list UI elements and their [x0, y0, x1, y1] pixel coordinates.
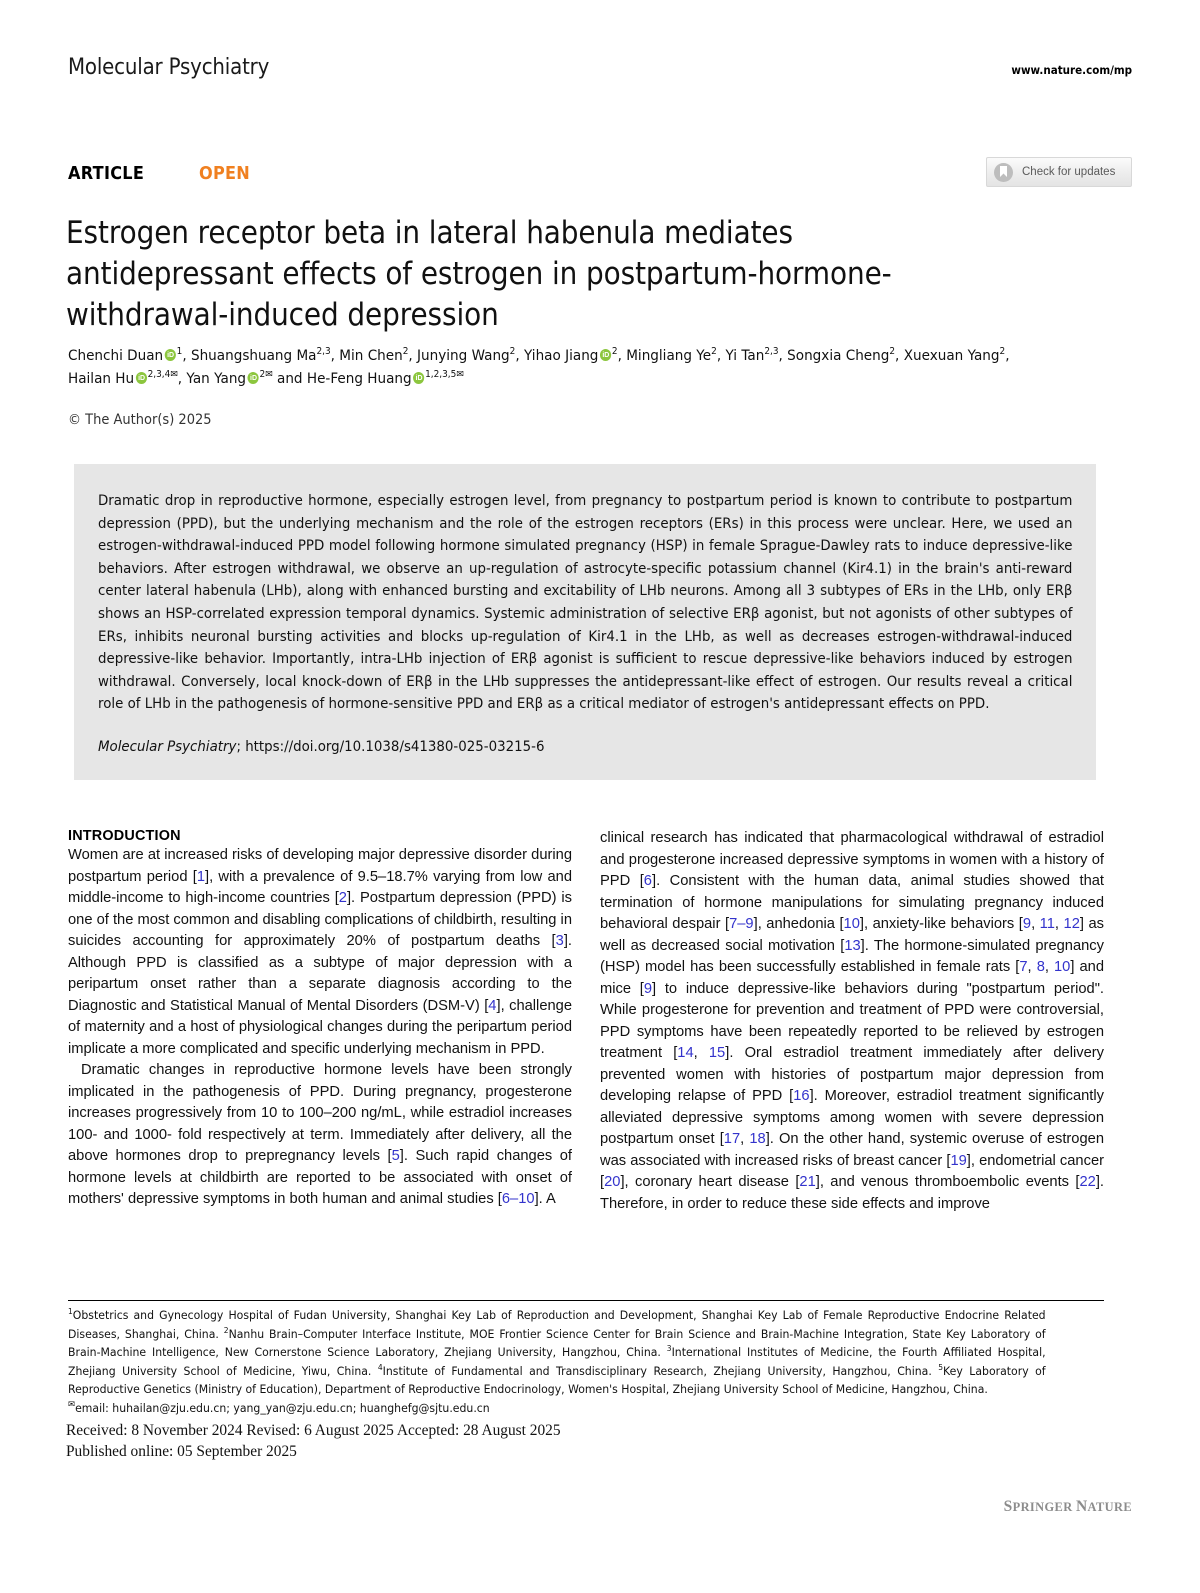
open-access-label: OPEN: [198, 164, 250, 184]
affiliation-marker: 1: [176, 346, 183, 358]
affiliation-text: International Institutes of Medicine, the Fourth Affiliated Hospital, Zhejiang University School of Medicine, Yiwu, China.: [68, 1345, 1046, 1378]
citation-link[interactable]: 13: [844, 937, 861, 954]
article-type-label: ARTICLE: [68, 164, 145, 184]
envelope-icon: ✉: [68, 1400, 76, 1411]
citation-link[interactable]: 12: [1063, 916, 1080, 932]
citation-link[interactable]: 6: [643, 873, 652, 889]
citation-link[interactable]: 16: [793, 1088, 810, 1104]
citation-link[interactable]: 9: [1022, 916, 1032, 932]
citation-link[interactable]: 20: [604, 1174, 621, 1190]
abstract-citation: [98, 736, 1009, 758]
citation-link[interactable]: 2: [338, 890, 347, 906]
affiliation-number: 2: [223, 1325, 229, 1335]
citation-link[interactable]: 17: [723, 1131, 741, 1147]
dates-published-line: Published online: 05 September 2025: [66, 1443, 297, 1460]
author-name[interactable]: Junying Wang: [417, 347, 510, 364]
bookmark-icon: [994, 163, 1013, 182]
column-left: [68, 828, 572, 1215]
affiliation-marker: 2,3: [764, 346, 779, 358]
citation-link[interactable]: 4: [488, 997, 497, 1014]
correspondence-emails[interactable]: email: huhailan@zju.edu.cn; yang_yan@zju.edu.cn; huanghefg@sjtu.edu.cn: [75, 1400, 490, 1415]
section-heading-introduction: INTRODUCTION: [68, 828, 181, 844]
publisher-pringer: PRINGER: [1012, 1500, 1073, 1514]
body-columns: [68, 828, 1104, 1215]
intro-paragraph-1: Women are at increased risks of developing major depressive disorder during postpartum period [1], with a prevalence of 9.5–18.7% varying from low and middle-income to high-income countries [2]. Postpartum depression (PPD) is one of the most common and disabling complications of childbirth, resulting in suicides accounting for approximately 20% of postpartum deaths [3]. Although PPD is classified as a subtype of major depression with a peripartum onset rather than a separate diagnosis according to the Diagnostic and Statistical Manual of Mental Disorders (DSM-V) [4], challenge of maternity and a host of physiological changes during the peripartum period implicate a more complicated and specific underlying mechanism in PPD.: [68, 847, 572, 1057]
affiliations-block: [68, 1306, 1046, 1418]
affiliation-marker: 1,2,3,5: [425, 369, 457, 381]
affiliation-marker: 2: [889, 346, 896, 358]
affiliation-number: 3: [666, 1344, 672, 1354]
affiliation-marker: 2: [509, 346, 516, 358]
citation-link[interactable]: 6–10: [501, 1191, 535, 1207]
author-name[interactable]: Xuexuan Yang: [903, 347, 1000, 364]
citation-link[interactable]: 18: [749, 1131, 766, 1147]
author-name[interactable]: Yihao Jiang: [523, 347, 599, 364]
affiliation-text: Key Laboratory of Reproductive Genetics (Ministry of Education), Department of Reproductive Endocrinology, Women's Hospital, Zhejiang University School of Medicine, Hangzhou, China.: [68, 1363, 1046, 1397]
citation-link[interactable]: 9: [643, 980, 653, 997]
copyright-line: © The Author(s) 2025: [68, 412, 212, 428]
affiliation-marker: 2: [999, 346, 1006, 358]
orcid-icon[interactable]: [136, 372, 147, 384]
check-for-updates-label: Check for updates: [1022, 166, 1116, 178]
citation-link[interactable]: 7–9: [729, 916, 754, 932]
author-name[interactable]: Mingliang Ye: [626, 347, 712, 364]
running-head: [68, 54, 1132, 88]
orcid-icon[interactable]: [248, 372, 259, 384]
citation-link[interactable]: 15: [708, 1045, 726, 1061]
envelope-icon[interactable]: ✉: [170, 369, 178, 381]
publisher-logo: [1004, 1498, 1132, 1516]
check-for-updates-button[interactable]: [986, 157, 1132, 187]
citation-link[interactable]: 8: [1036, 959, 1045, 975]
orcid-icon[interactable]: [413, 372, 424, 384]
intro-paragraph-2: Dramatic changes in reproductive hormone levels have been strongly implicated in the pathogenesis of PPD. During pregnancy, progesterone increases progressively from 10 to 100–200 ng/mL, while estradiol increases 100- and 1000- fold respectively at term. Immediately after delivery, all the above hormones drop to prepregnancy levels [5]. Such rapid changes of hormone levels at childbirth are reported to be associated with onset of mothers' depressive symptoms in both human and animal studies [6–10]. A: [68, 1062, 573, 1207]
column-right: [600, 828, 1104, 1215]
orcid-icon[interactable]: [165, 349, 176, 361]
envelope-icon[interactable]: ✉: [265, 369, 273, 381]
affiliation-marker: 2: [611, 346, 618, 358]
author-name[interactable]: Chenchi Duan: [68, 347, 164, 364]
intro-paragraph-3: clinical research has indicated that pharmacological withdrawal of estradiol and progesterone increased depressive symptoms in women with a history of PPD [6]. Consistent with the human data, animal studies showed that termination of hormone manipulations for simulating pregnancy induced behavioral despair [7–9], anhedonia [10], anxiety-like behaviors [9, 11, 12] as well as decreased social motivation [13]. The hormone-simulated pregnancy (HSP) model has been successfully established in female rats [7, 8, 10] and mice [9] to induce depressive-like behaviors during "postpartum period". While progesterone for prevention and treatment of PPD were controversial, PPD symptoms have been repeatedly reported to be relieved by estrogen treatment [14, 15]. Oral estradiol treatment immediately after delivery prevented women with histories of postpartum major depression from developing relapse of PPD [16]. Moreover, estradiol treatment significantly alleviated depressive symptoms among women with severe depression postpartum onset [17, 18]. On the other hand, systemic overuse of estrogen was associated with increased risks of breast cancer [19], endometrial cancer [20], coronary heart disease [21], and venous thromboembolic events [22]. Therefore, in order to reduce these side effects and improve: [600, 830, 1105, 1212]
citation-link[interactable]: 1: [196, 868, 205, 885]
citation-link[interactable]: 10: [843, 916, 860, 932]
citation-link[interactable]: 7: [1019, 959, 1028, 975]
affiliation-marker: 2,3: [316, 346, 331, 358]
affiliation-number: 1: [68, 1307, 73, 1317]
abstract-text: Dramatic drop in reproductive hormone, especially estrogen level, from pregnancy to postpartum period is known to contribute to postpartum depression (PPD), but the underlying mechanism and the role of the estrogen receptors (ERs) in this process were unclear. Here, we used an estrogen-withdrawal-induced PPD model following hormone simulated pregnancy (HSP) in female Sprague-Dawley rats to induce depressive-like behaviors. After estrogen withdrawal, we observe an up-regulation of astrocyte-specific potassium channel (Kir4.1) in the brain's anti-reward center lateral habenula (LHb), along with enhanced bursting and excitability of LHb neurons. Among all 3 subtypes of ERs in the LHb, only ERβ shows an HSP-correlated expression temporal dynamics. Systemic administration of selective ERβ agonist, but not agonists of other subtypes of ERs, inhibits neuronal bursting activities and blocks up-regulation of Kir4.1 in the LHb, as well as decreases estrogen-withdrawal-induced depressive-like behavior. Importantly, intra-LHb injection of ERβ agonist is sufficient to rescue depressive-like behaviors induced by estrogen withdrawal. Conversely, local knock-down of ERβ in the LHb suppresses the antidepressant-like effect of estrogen. Our results reveal a critical role of LHb in the pathogenesis of hormone-sensitive PPD and ERβ as a critical mediator of estrogen's antidepressant effects on PPD.: [98, 493, 1073, 713]
citation-link[interactable]: 22: [1079, 1174, 1096, 1190]
orcid-icon[interactable]: [600, 349, 611, 361]
author-name[interactable]: Songxia Cheng: [787, 347, 890, 364]
author-name[interactable]: Yi Tan: [725, 347, 765, 364]
affiliation-marker: 2: [402, 346, 409, 358]
abstract-box: [74, 464, 1096, 780]
dates-received-line: Received: 8 November 2024 Revised: 6 August 2025 Accepted: 28 August 2025: [66, 1422, 561, 1439]
affiliation-marker: 2: [259, 369, 266, 381]
publisher-n: N: [1075, 1498, 1088, 1515]
citation-doi[interactable]: ; https://doi.org/10.1038/s41380-025-03215-6: [236, 738, 545, 755]
affiliation-number: 5: [938, 1362, 944, 1372]
author-name[interactable]: Shuangshuang Ma: [190, 347, 317, 364]
author-name[interactable]: Yan Yang: [186, 370, 247, 387]
citation-link[interactable]: 14: [677, 1045, 694, 1061]
envelope-icon[interactable]: ✉: [456, 369, 464, 381]
citation-link[interactable]: 10: [1054, 959, 1071, 975]
citation-link[interactable]: 5: [391, 1148, 400, 1164]
publisher-ature: ATURE: [1087, 1500, 1132, 1514]
publication-dates: [66, 1420, 561, 1462]
footnote-divider: [68, 1300, 1104, 1301]
publisher-s: S: [1003, 1498, 1013, 1515]
citation-link[interactable]: 21: [799, 1174, 816, 1190]
citation-link[interactable]: 11: [1039, 916, 1055, 932]
citation-link[interactable]: 19: [950, 1152, 967, 1169]
affiliation-text: Institute of Fundamental and Transdisciplinary Research, Zhejiang University, Hangzhou, China.: [382, 1363, 939, 1378]
author-list: Chenchi Duan iD $^1$, Shuangshuang Ma$^{2,3}$, Min Chen$^2$, Junying Wang$^2$, Yihao Jiang iD $^2$, Mingliang Ye$^2$, Yi Tan$^{2,3}$, Songxia Cheng$^2$, Xuexuan Yang$^2$, Hailan Hu iD $^{2,3,4✉}$, Yan Yang iD $^{2✉}$ and He-Feng Huang iD $^{1,2,3,5✉}$: [68, 344, 1054, 390]
affiliation-text: Nanhu Brain–Computer Interface Institute, MOE Frontier Science Center for Brain Science and Brain-Machine Integration, State Key Laboratory of Brain-Machine Intelligence, New Cornerstone Science Laboratory, Zhejiang University, Hangzhou, China.: [68, 1326, 1046, 1360]
article-label-row: [68, 164, 254, 184]
citation-journal-name: Molecular Psychiatry: [98, 738, 237, 755]
citation-link[interactable]: 3: [555, 933, 564, 949]
affiliation-marker: 2,3,4: [147, 369, 171, 381]
author-name[interactable]: He-Feng Huang: [306, 370, 412, 387]
affiliation-number: 4: [377, 1362, 383, 1372]
journal-url[interactable]: www.nature.com/mp: [1011, 63, 1132, 77]
journal-name: Molecular Psychiatry: [68, 54, 270, 80]
affiliation-marker: 2: [711, 346, 717, 358]
page-title: Estrogen receptor beta in lateral habenula mediates antidepressant effects of estrogen in postpartum-hormone-withdrawal-induced depression: [66, 214, 892, 333]
author-name[interactable]: Hailan Hu: [68, 370, 135, 387]
affiliation-text: Obstetrics and Gynecology Hospital of Fudan University, Shanghai Key Lab of Reproduction and Development, Shanghai Key Lab of Female Reproductive Endocrine Related Diseases, Shanghai, China.: [68, 1308, 1046, 1341]
author-name[interactable]: Min Chen: [339, 347, 403, 364]
